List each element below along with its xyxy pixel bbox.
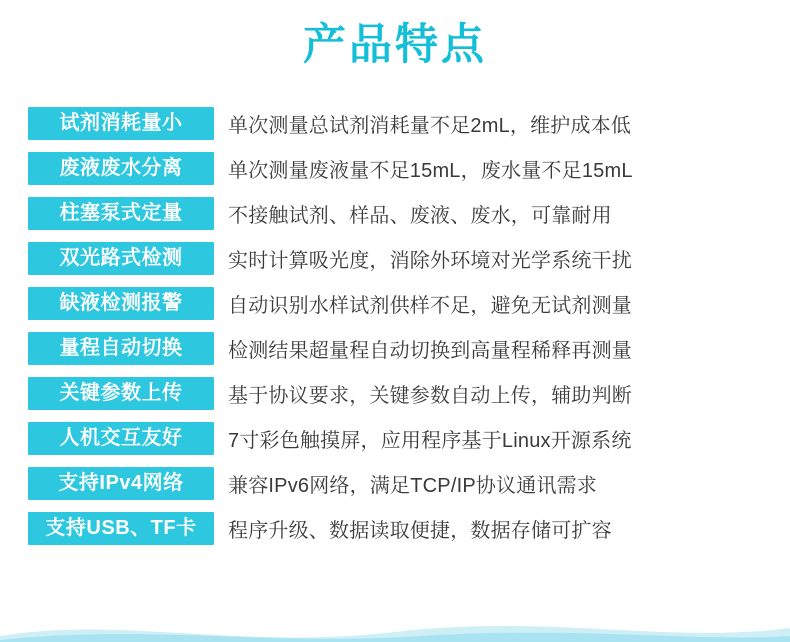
feature-tag: 试剂消耗量小 <box>28 107 214 140</box>
feature-description: 检测结果超量程自动切换到高量程稀释再测量 <box>228 340 632 363</box>
feature-tag: 支持USB、TF卡 <box>28 512 214 545</box>
feature-description: 不接触试剂、样品、废液、废水，可靠耐用 <box>228 205 612 228</box>
feature-tag: 量程自动切换 <box>28 332 214 365</box>
feature-tag: 关键参数上传 <box>28 377 214 410</box>
list-item <box>28 146 772 191</box>
list-item <box>28 416 772 461</box>
decorative-wave <box>0 606 790 642</box>
list-item <box>28 191 772 236</box>
feature-tag: 缺液检测报警 <box>28 287 214 320</box>
list-item <box>28 506 772 551</box>
feature-description: 兼容IPv6网络，满足TCP/IP协议通讯需求 <box>228 475 598 498</box>
feature-tag: 人机交互友好 <box>28 422 214 455</box>
feature-tag: 支持IPv4网络 <box>28 467 214 500</box>
feature-description: 单次测量总试剂消耗量不足2mL，维护成本低 <box>228 115 632 138</box>
feature-description: 程序升级、数据读取便捷，数据存储可扩容 <box>228 520 612 543</box>
feature-list <box>0 101 790 551</box>
feature-description: 7寸彩色触摸屏，应用程序基于Linux开源系统 <box>228 430 632 453</box>
feature-tag: 柱塞泵式定量 <box>28 197 214 230</box>
list-item <box>28 281 772 326</box>
list-item <box>28 371 772 416</box>
list-item <box>28 101 772 146</box>
feature-tag: 废液废水分离 <box>28 152 214 185</box>
feature-description: 自动识别水样试剂供样不足，避免无试剂测量 <box>228 295 632 318</box>
list-item <box>28 326 772 371</box>
page-title: 产品特点 <box>303 21 487 69</box>
feature-description: 实时计算吸光度，消除外环境对光学系统干扰 <box>228 250 632 273</box>
feature-description: 基于协议要求，关键参数自动上传，辅助判断 <box>228 385 632 408</box>
feature-description: 单次测量废液量不足15mL，废水量不足15mL <box>228 160 633 183</box>
feature-tag: 双光路式检测 <box>28 242 214 275</box>
list-item <box>28 236 772 281</box>
list-item <box>28 461 772 506</box>
